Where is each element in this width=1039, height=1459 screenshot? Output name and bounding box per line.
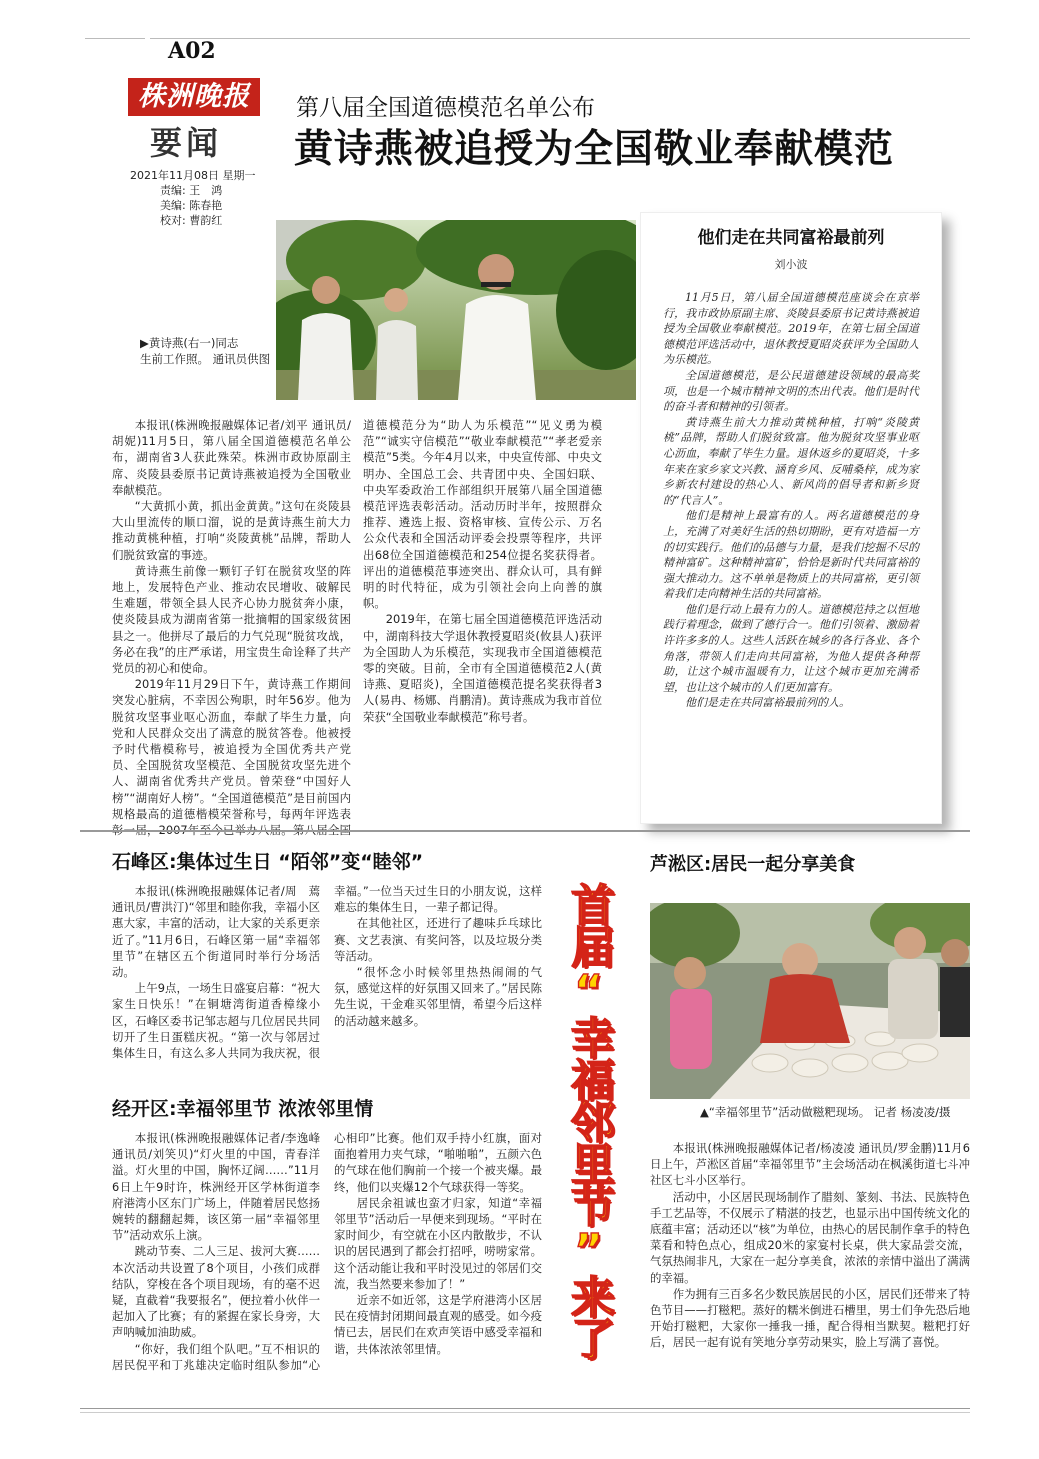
proofreader-credit: 校对: 曹韵红 — [160, 214, 223, 227]
shifeng-paragraph: 在其他社区，还进行了趣味乒乓球比赛、文艺表演、有奖问答，以及垃圾分类等活动。 — [334, 916, 542, 963]
shifeng-article — [112, 883, 542, 1065]
jingkai-title: 经开区:幸福邻里节 浓浓邻里情 — [112, 1098, 374, 1120]
lusong-article — [650, 1140, 970, 1380]
main-paragraph: 黄诗燕生前像一颗钉子钉在脱贫攻坚的阵地上，发展特色产业、推动农民增收、破解民生难题，带领全县人民齐心协力脱贫奔小康，使炎陵县成为湖南省第一批摘帽的国家级贫困县之一。他拼尽了最后的力气兑现“脱贫攻战，务必在我”的庄严承诺，用宝贵生命诠释了共产党员的初心和使命。 — [112, 563, 351, 676]
lusong-photo-illustration — [650, 903, 970, 1099]
headline-title: 黄诗燕被追授为全国敬业奉献模范 — [294, 127, 895, 172]
photo1-caption-lead: ▶黄诗燕(右一)同志 — [140, 336, 239, 350]
lusong-photo-caption: ▲“幸福邻里节”活动做糍粑现场。 记者 杨凌凌/摄 — [700, 1105, 951, 1119]
main-paragraph: 本报讯(株洲晚报融媒体记者/刘平 通讯员/胡妮)11月5日，第八届全国道德模范名单公布，湖南省3人获此殊荣。株洲市政协原副主席、炎陵县委原书记黄诗燕被追授为全国敬业奉献模范。 — [112, 418, 351, 497]
lusong-title: 芦淞区:居民一起分享美食 — [650, 854, 856, 875]
bottom-rule — [80, 1408, 970, 1409]
photo-huang-shiyan — [276, 220, 636, 400]
lusong-paragraph: 本报讯(株洲晚报融媒体记者/杨凌凌 通讯员/罗金鹏)11月6日上午，芦淞区首届“幸福邻里节”主会场活动在枫溪街道七斗冲社区七斗小区举行。 — [650, 1141, 970, 1188]
commentary-body — [663, 290, 919, 711]
jingkai-paragraph: 跳动节奏、二人三足、拔河大赛……本次活动共设置了8个项目，小孩们成群结队，穿梭在各个项目现场，有的毫不迟疑，直截着“我要报名”，便拉着小伙伴一起加入了比赛；有的紧握在家长身旁，大声呐喊加油助威。 — [112, 1244, 320, 1340]
main-paragraph: 2019年11月29日下午，黄诗燕工作期间突发心脏病，不幸因公殉职，时年56岁。他为脱贫攻坚事业呕心沥血，奉献了毕生力量，向党和人民群众交出了满意的脱贫答卷。他被授予时代楷模称号，被追授为全国优秀共产党员、全国脱贫攻坚模范、全国脱贫攻坚先进个人、湖南省优秀共产党员。曾荣登“中国好人榜”“湖南好人榜”。“全国道德模范”是目前国内规格最高的道德楷模荣誉称号，每两年评选表彰一届，2007年至今已举办八届。第八届全国道德模范分为“助人为乐模范”“见义勇为模范”“诚实守信模范”“敬业奉献模范”“孝老爱亲模范”5类。今年4月以来，中央宣传部、中央文明办、全国总工会、共青团中央、全国妇联、中央军委政治工作部组织开展第八届全国道德模范评选表彰活动。活动历时半年，按照群众推荐、遴选上报、资格审核、宣传公示、万名公众代表和全国活动评委会投票等程序，共评出68位全国道德模范和254位提名奖获得者。评出的道德模范事迹突出、群众认可，具有鲜明的时代特征，成为引领社会向上向善的旗帜。 — [112, 418, 602, 838]
page-number: A02 — [168, 38, 216, 64]
lusong-paragraph: 活动中，小区居民现场制作了腊刻、篆刻、书法、民族特色手工艺品等，不仅展示了精湛的技艺，也显示出中国传统文化的底蕴丰富；活动还以“核”为单位，由热心的居民制作拿手的特色菜看和特色点心，组成20米的家宴村长桌，供大家品尝交流，气氛热闹非凡，大家在一起分享美食，浓浓的亲情中溢出了满满的幸福。 — [650, 1189, 970, 1285]
headline-kicker: 第八届全国道德模范名单公布 — [296, 95, 595, 121]
shifeng-paragraph: 本报讯(株洲晚报融媒体记者/周 蔫 通讯员/曹洪汀)“邻里和睦你我，幸福小区惠大家，丰富的活动，让大家的关系更亲近了。”11月6日，石峰区第一届“幸福邻里节”在辖区五个街道同时举行分场活动。 — [112, 884, 320, 980]
lusong-photo — [650, 903, 970, 1099]
photo1-caption-rest: 生前工作照。 通讯员供图 — [140, 352, 271, 366]
main-article — [112, 417, 602, 839]
shifeng-paragraph: “很怀念小时候邻里热热闹闹的气氛，感觉这样的好氛围又回来了。”居民陈先生说，干金难买邻里情，希望今后这样的活动越来越多。 — [334, 965, 542, 1028]
section-divider — [80, 830, 970, 832]
top-rule — [150, 38, 970, 39]
lusong-paragraph: 作为拥有三百多名少数民族居民的小区，居民们还带来了特色节目——打糍粑。蒸好的糯米倒进石槽里，男士们争先恐后地开始打糍粑，大家你一捶我一捶，配合得相当默契。糍粑打好后，居民一起有说有笑地分享劳动果实，脸上写满了喜悦。 — [650, 1286, 970, 1350]
designer-credit: 美编: 陈春艳 — [160, 199, 223, 212]
top-rule-short — [85, 38, 145, 39]
vertical-feature-title: 首届“幸福邻里节”来了 — [563, 882, 614, 1358]
commentary-paragraph: 黄诗燕生前大力推动黄桃种植，打响“炎陵黄桃”品牌，帮助人们脱贫致富。他为脱贫攻坚事业呕心沥血，奉献了毕生力量。退休返乡的夏昭炎，十多年来在家乡家文兴教、涵育乡风、反哺桑梓，成为家乡新农村建设的热心人、新风尚的倡导者和新乡贤的“代言人”。 — [663, 415, 919, 507]
jingkai-paragraph: 近亲不如近邻，这是学府港湾小区居民在疫情封闭期间最直观的感受。如今疫情已去，居民们在欢声笑语中感受幸福和谐，共体浓浓邻里情。 — [334, 1293, 542, 1356]
section-label: 要闻 — [150, 124, 223, 162]
paper-logo: 株洲晚报 — [128, 78, 260, 116]
main-paragraph: 2019年，在第七届全国道德模范评选活动中，湖南科技大学退休教授夏昭炎(攸县人)获评为全国助人为乐模范，实现我市全国道德模范零的突破。目前，全市有全国道德模范2人(黄诗燕、夏昭炎)，全国道德模范提名奖获得者3人(易冉、杨娜、肖鹏清)。黄诗燕成为我市首位荣获“全国敬业奉献模范”称号者。 — [363, 612, 602, 724]
shifeng-paragraph: 上午9点，一场生日盛宴启幕：“祝大家生日快乐！”在铜塘湾街道香樟缘小区，石峰区委书记邹志超与几位居民共同切开了生日蛋糕庆祝。“第一次与邻居过集体生日，有这么多人共同为我庆祝，很幸福。”一位当天过生日的小朋友说，这样难忘的集体生日，一辈子都记得。 — [112, 884, 542, 1061]
commentary-paragraph: 他们是精神上最富有的人。两名道德模范的身上，充满了对美好生活的热切期盼，更有对造福一方的切实践行。他们的品德与力量，是我们挖掘不尽的精神富矿。这种精神富矿，恰恰是新时代共同富裕的强大推动力。这不单单是物质上的共同富裕，更引领着我们走向精神生活的共同富裕。 — [663, 509, 919, 601]
commentary-author: 刘小波 — [774, 258, 808, 271]
issue-date: 2021年11月08日 星期一 — [130, 169, 256, 182]
commentary-paragraph: 全国道德模范，是公民道德建设领域的最高奖项，也是一个城市精神文明的杰出代表。他们是时代的奋斗者和精神的引领者。 — [663, 368, 919, 414]
photo1-caption — [140, 335, 274, 367]
issue-meta — [130, 168, 256, 228]
commentary-paragraph: 11月5日，第八届全国道德模范座谈会在京举行，我市政协原副主席、炎陵县委原书记黄诗燕被追授为全国敬业奉献模范。2019年，在第七届全国道德模范评选活动中，退休教授夏昭炎获评为全国助人为乐模范。 — [663, 291, 919, 367]
main-paragraph: “大黄抓小黄，抓出金黄黄。”这句在炎陵县大山里流传的顺口溜，说的是黄诗燕生前大力推动黄桃种植，打响“炎陵黄桃”品牌，帮助人们脱贫致富的事迹。 — [112, 499, 351, 562]
commentary-box — [640, 212, 942, 824]
jingkai-paragraph: 本报讯(株洲晚报融媒体记者/李逸峰 通讯员/刘笑贝)“灯火里的中国，青春洋溢。灯火里的中国，胸怀辽阔……”11月6日上午9时许，株洲经开区学林街道李府港湾小区东门广场上，伴随着居民悠扬婉转的翻翻起舞，该区第一届“幸福邻里节”活动欢乐上演。 — [112, 1131, 320, 1243]
editor-credit: 责编: 王 鸿 — [160, 184, 223, 197]
shifeng-title: 石峰区:集体过生日 “陌邻”变“睦邻” — [112, 851, 424, 873]
photo-illustration — [276, 220, 636, 400]
commentary-paragraph: 他们是走在共同富裕最前列的人。 — [685, 696, 850, 710]
commentary-title: 他们走在共同富裕最前列 — [697, 228, 885, 248]
jingkai-article — [112, 1130, 542, 1384]
bottom-rule-2 — [80, 1412, 970, 1413]
commentary-paragraph: 他们是行动上最有力的人。道德模范持之以恒地践行着理念，做到了德行合一。他们引领着、激励着许许多多的人。这些人活跃在城乡的各行各业、各个角落，带领人们走向共同富裕，为他人提供各种帮助，让这个城市温暖有力，让这个城市更加充满希望，也让这个城市的人们更加富有。 — [663, 602, 919, 694]
jingkai-paragraph: “你好，我们组个队吧。”互不相识的居民倪平和丁兆雄决定临时组队参加“心心相印”比赛。他们双手持小红旗，面对面抱着用力夹气球，“啪啪啪”，五颜六色的气球在他们胸前一个接一个被夹爆。最终，他们以夹爆12个气球获得一等奖。 — [112, 1131, 542, 1372]
jingkai-paragraph: 居民余祖诚也蛮才归家，知道“幸福邻里节”活动后一早便来到现场。“平时在家时间少，有空就在小区内散散步，不认识的居民遇到了都会打招呼，唠唠家常。这个活动能让我和平时没见过的邻居们交流，我当然要来参加了！” — [334, 1195, 542, 1291]
